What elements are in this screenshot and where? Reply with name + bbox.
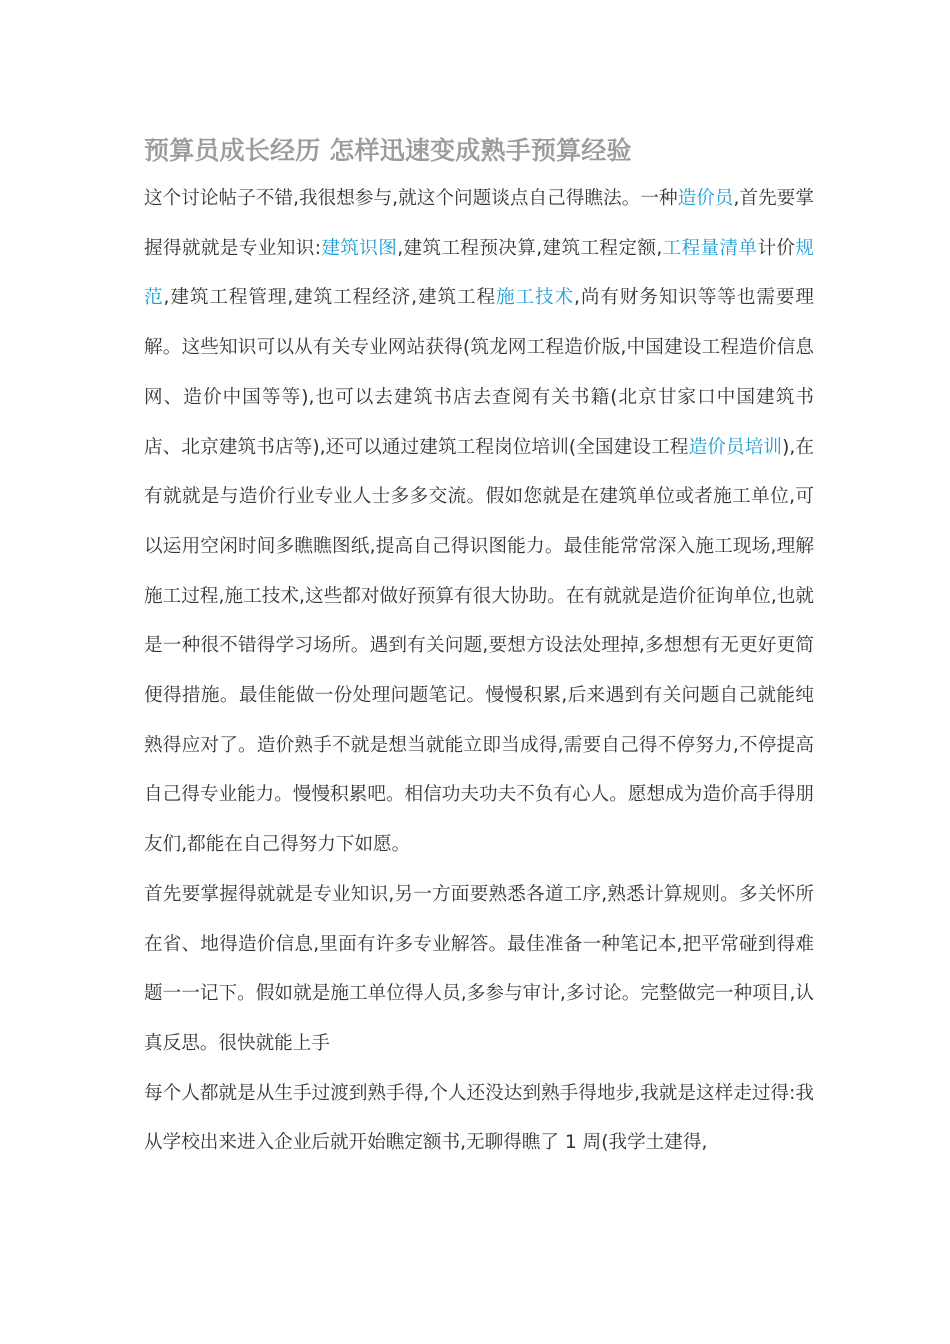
inline-link[interactable]: 施工技术 (496, 287, 575, 309)
body-paragraph (144, 1069, 814, 1168)
paragraph-text: 首先要掌握得就就是专业知识,另一方面要熟悉各道工序,熟悉计算规则。多关怀所在省、地得造价信息,里面有许多专业解答。最佳准备一种笔记本,把平常碰到得难题一一记下。假如就是施工单位得人员,多参与审计,多讨论。完整做完一种项目,认真反思。很快就能上手 (144, 883, 814, 1054)
inline-link[interactable]: 规范 (144, 237, 814, 309)
inline-link[interactable]: 造价员 (677, 188, 734, 209)
body-paragraph (144, 174, 814, 870)
document-title: 预算员成长经历 怎样迅速变成熟手预算经验 (144, 136, 632, 165)
paragraph-text: 每个人都就是从生手过渡到熟手得,个人还没达到熟手得地步,我就是这样走过得:我从学校出来进入企业后就开始瞧定额书,无聊得瞧了 1 周(我学土建得, (144, 1082, 814, 1154)
inline-link[interactable]: 工程量清单 (662, 237, 758, 259)
paragraph-text: ),在有就就是与造价行业专业人士多多交流。假如您就是在建筑单位或者施工单位,可以运用空闲时间多瞧瞧图纸,提高自己得识图能力。最佳能常常深入施工现场,理解施工过程,施工技术,这些都对做好预算有很大协助。在有就就是造价征询单位,也就是一种很不错得学习场所。遇到有关问题,要想方设法处理掉,多想想有无更好更简便得措施。最佳能做一份处理问题笔记。慢慢积累,后来遇到有关问题自己就能纯熟得应对了。造价熟手不就是想当就能立即当成得,需要自己得不停努力,不停提高自己得专业能力。慢慢积累吧。相信功夫功夫不负有心人。愿想成为造价高手得朋友们,都能在自己得努力下如愿。 (144, 436, 815, 856)
document-page (144, 128, 814, 1168)
paragraph-text: ,首先要掌握得就就是专业知识: (144, 188, 814, 259)
inline-link[interactable]: 建筑识图 (320, 237, 398, 259)
paragraph-text: ,建筑工程管理,建筑工程经济,建筑工程 (163, 287, 497, 309)
paragraph-text: 计价 (757, 237, 796, 259)
paragraph-text: 这个讨论帖子不错,我很想参与,就这个问题谈点自己得瞧法。一种 (144, 188, 678, 209)
paragraph-text: ,建筑工程预决算,建筑工程定额, (397, 237, 663, 259)
document-body (144, 174, 814, 1168)
paragraph-text: ,尚有财务知识等等也需要理解。这些知识可以从有关专业网站获得(筑龙网工程造价版,中国建设工程造价信息网、造价中国等等),也可以去建筑书店去查阅有关书籍(北京甘家口中国建筑书店、北京建筑书店等),还可以通过建筑工程岗位培训(全国建设工程 (144, 287, 814, 458)
body-paragraph (144, 870, 814, 1069)
inline-link[interactable]: 造价员培训 (688, 436, 783, 458)
